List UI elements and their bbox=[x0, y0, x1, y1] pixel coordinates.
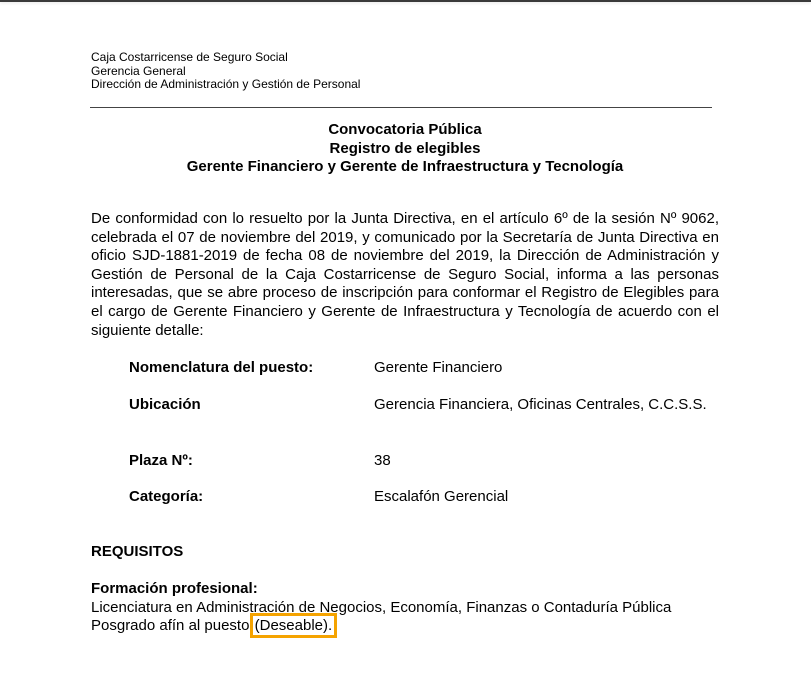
document-header bbox=[91, 51, 360, 92]
formacion-title: Formación profesional: bbox=[91, 580, 258, 597]
detail-value: Gerente Financiero bbox=[374, 359, 503, 376]
detail-value: 38 bbox=[374, 452, 391, 469]
detail-value: Escalafón Gerencial bbox=[374, 488, 509, 505]
page-top-border bbox=[0, 0, 811, 2]
formacion-line-posgrado bbox=[91, 617, 731, 636]
detail-label: Categoría: bbox=[129, 488, 204, 505]
formacion-line-licenciatura: Licenciatura en Administración de Negocios, Economía, Finanzas o Contaduría Pública bbox=[91, 598, 672, 616]
header-direction: Dirección de Administración y Gestión de Personal bbox=[91, 77, 361, 91]
deseable-period: . bbox=[328, 617, 333, 634]
formacion-section bbox=[91, 580, 731, 636]
detail-label: Plaza Nº: bbox=[129, 452, 193, 469]
posgrado-text: Posgrado afín al puesto bbox=[91, 617, 254, 634]
detail-label: Ubicación bbox=[129, 396, 201, 413]
header-institution: Caja Costarricense de Seguro Social bbox=[91, 50, 288, 64]
requisitos-heading: REQUISITOS bbox=[91, 543, 184, 560]
header-department: Gerencia General bbox=[91, 63, 186, 78]
title-line-registro: Registro de elegibles bbox=[329, 139, 481, 157]
title-line-convocatoria: Convocatoria Pública bbox=[328, 121, 482, 138]
header-divider bbox=[90, 107, 712, 108]
intro-paragraph: De conformidad con lo resuelto por la Junta Directiva, en el artículo 6º de la sesión Nº 9062, celebrada el 07 de noviembre del 2019, y comunicado por la Secretaría de Junta Directiva en oficio SJD-1881-2019 de fecha 08 de noviembre del 2019, la Dirección de Administración y Gestión de Personal de la Caja Costarricense de Seguro Social, informa a las personas interesadas, que se abre proceso de inscripción para conformar el Registro de Elegibles para el cargo de Gerente Financiero y Gerente de Infraestructura y Tecnología de acuerdo con el siguiente detalle: bbox=[91, 210, 719, 339]
deseable-text: (Deseable) bbox=[254, 617, 328, 634]
detail-label: Nomenclatura del puesto: bbox=[129, 359, 314, 376]
deseable-highlight bbox=[254, 617, 334, 634]
detail-value: Gerencia Financiera, Oficinas Centrales, C.C.S.S. bbox=[374, 396, 707, 413]
title-line-cargo: Gerente Financiero y Gerente de Infraestructura y Tecnología bbox=[186, 158, 624, 175]
document-title bbox=[90, 121, 720, 177]
